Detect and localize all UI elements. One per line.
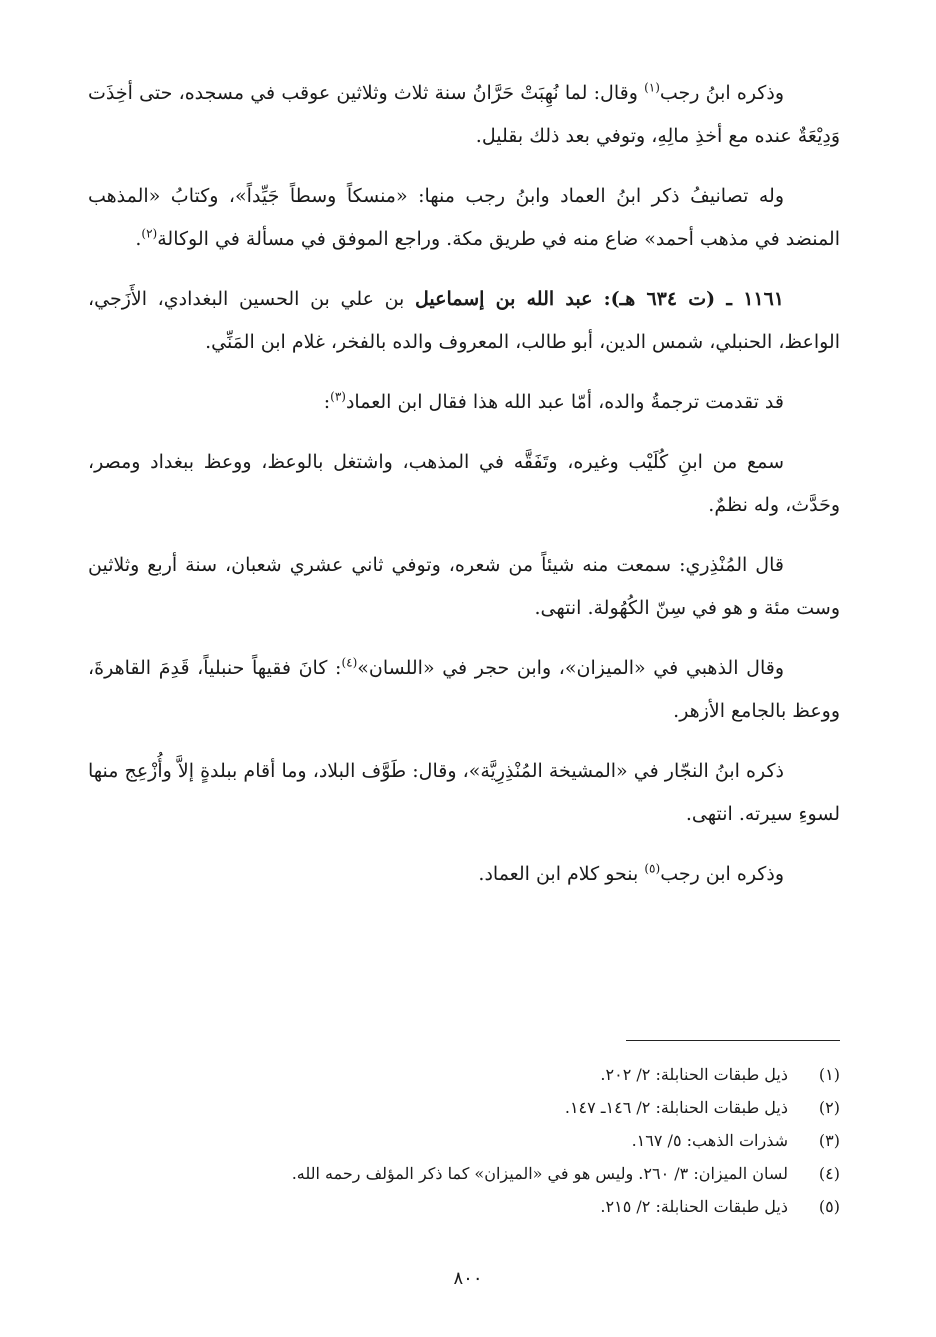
footnote-2 <box>88 1091 840 1124</box>
paragraph-8: ذكره ابنُ النجّار في «المشيخة المُنْذِرِيَّة»، وقال: طَوَّف البلاد، وما أقام ببلدةٍ إلاَّ وأُزْعِج منها لسوءِ سيرته. انتهى. <box>88 760 840 825</box>
footnote-text: شذرات الذهب: ٥/ ١٦٧. <box>631 1131 788 1150</box>
footnote-text: لسان الميزان: ٣/ ٢٦٠. وليس هو في «الميزان» كما ذكر المؤلف رحمه الله. <box>291 1164 788 1183</box>
footnote-number: (١) <box>818 1065 840 1084</box>
text-run: وذكره ابنُ رجب <box>659 82 784 104</box>
footnote-ref-5[interactable]: (٥) <box>644 861 661 876</box>
footnote-number: (٣) <box>818 1131 840 1150</box>
text-run: . <box>135 228 142 250</box>
paragraph-9 <box>88 853 840 896</box>
entry-1161 <box>88 278 840 364</box>
footnote-divider <box>626 1040 840 1041</box>
footnote-1 <box>88 1058 840 1091</box>
text-run: : كانَ فقيهاً حنبلياً، قَدِمَ القاهرةَ، ووعظ بالجامع الأزهر. <box>88 657 840 722</box>
paragraph-4 <box>88 381 840 424</box>
footnote-number: (٤) <box>818 1164 840 1183</box>
footnote-5 <box>88 1190 840 1223</box>
page-number: ٨٠٠ <box>453 1268 483 1289</box>
paragraph-6: قال المُنْذِري: سمعت منه شيئاً من شعره، وتوفي ثاني عشري شعبان، سنة أربع وثلاثين وست مئة و هو في سِنّ الكُهُولة. انتهى. <box>88 554 840 619</box>
paragraph-1 <box>88 72 840 158</box>
text-run: قد تقدمت ترجمةُ والده، أمّا عبد الله هذا فقال ابن العماد <box>345 391 784 413</box>
paragraph-5: سمع من ابنِ كُلَيْب وغيره، وتَفَقَّه في المذهب، واشتغل بالوعظ، ووعظ ببغداد ومصر، وحَدَّث، وله نظمٌ. <box>88 451 840 516</box>
paragraph-2 <box>88 175 840 261</box>
text-run: بن علي بن الحسين البغدادي، الأَزَجي، الواعظ، الحنبلي، شمس الدين، أبو طالب، المعروف والده بالفخر، غلام ابن المَنِّي. <box>88 288 840 353</box>
paragraph-7 <box>88 647 840 733</box>
footnote-text: ذيل طبقات الحنابلة: ٢/ ٢٠٢. <box>600 1065 788 1084</box>
text-run: وله تصانيفُ ذكر ابنُ العماد وابنُ رجب منها: «منسكاً وسطاً جَيِّداً»، وكتابُ «المذهب المنضد في مذهب أحمد» ضاع منه في طريق مكة. وراجع الموفق في مسألة في الوكالة <box>88 185 840 250</box>
text-run: وقال الذهبي في «الميزان»، وابن حجر في «اللسان» <box>357 657 784 679</box>
footnote-number: (٥) <box>818 1197 840 1216</box>
text-run: وذكره ابن رجب <box>660 863 784 885</box>
main-text <box>88 72 840 913</box>
text-run: وقال: لما نُهِبَتْ حَرَّانُ سنة ثلاث وثلاثين عوقب في مسجده، حتى أخِذَت وَدِيْعَةٌ عنده مع أخذِ مالِهِ، وتوفي بعد ذلك بقليل. <box>88 82 840 147</box>
text-run: بنحو كلام ابن العماد. <box>478 863 645 885</box>
entry-heading: ١١٦١ ـ (ت ٦٣٤ هـ): عبد الله بن إسماعيل <box>415 288 785 310</box>
footnote-ref-1[interactable]: (١) <box>644 80 660 95</box>
footnote-ref-2[interactable]: (٢) <box>141 226 158 241</box>
footnotes <box>88 1058 840 1223</box>
footnote-3 <box>88 1124 840 1157</box>
footnote-text: ذيل طبقات الحنابلة: ٢/ ١٤٦ـ ١٤٧. <box>564 1098 788 1117</box>
footnote-text: ذيل طبقات الحنابلة: ٢/ ٢١٥. <box>600 1197 788 1216</box>
footnote-ref-3[interactable]: (٣) <box>330 389 346 404</box>
text-run: : <box>323 391 331 413</box>
footnote-4 <box>88 1157 840 1190</box>
footnote-ref-4[interactable]: (٤) <box>341 655 358 670</box>
footnote-number: (٢) <box>818 1098 840 1117</box>
